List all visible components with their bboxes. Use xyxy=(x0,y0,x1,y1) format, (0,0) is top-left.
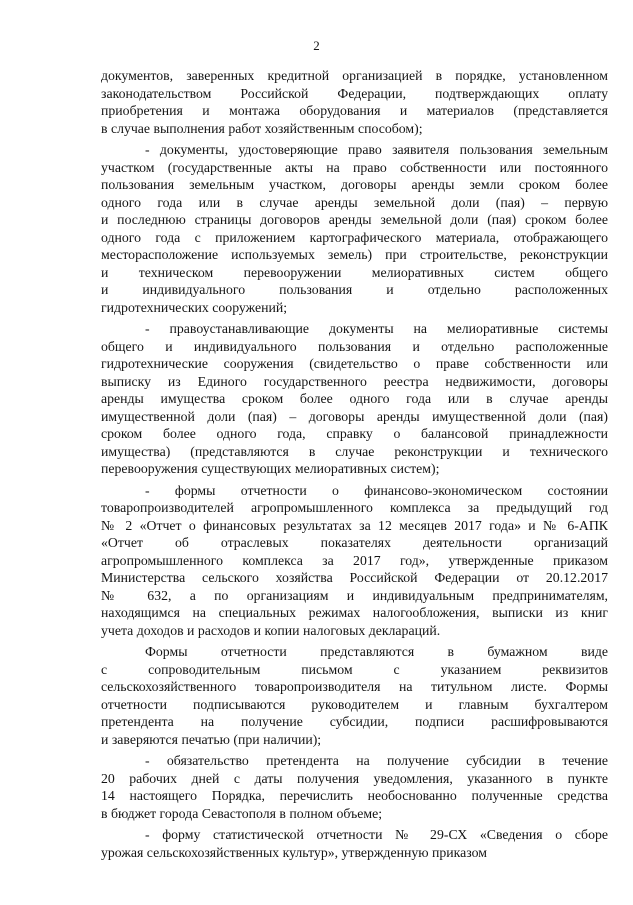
page-number: 2 xyxy=(313,38,320,53)
text-line: - правоустанавливающие документы на мелиоративные системы xyxy=(145,321,608,336)
text-line: пользования земельным участком, договоры аренды земли сроком более xyxy=(101,177,608,192)
text-line: и техническом перевооружении мелиоративных систем общего xyxy=(101,264,608,280)
text-line: в случае выполнения работ хозяйственным способом); xyxy=(101,120,423,136)
text-line: приобретения и монтажа оборудования и материалов (представляется xyxy=(101,103,608,118)
text-line: аренды имущества сроком более одного года или в случае аренды xyxy=(101,391,608,406)
text-line: в бюджет города Севастополя в полном объеме; xyxy=(101,805,383,821)
text-line: № 2 «Отчет о финансовых результатах за 12 месяцев 2017 года» и № 6-АПК xyxy=(101,517,608,533)
text-line: перевооружения существующих мелиоративных систем); xyxy=(101,461,440,476)
text-line: и последнюю страницы договоров аренды земельной доли (пая) сроком более xyxy=(101,212,608,227)
text-line: месторасположение используемых земель) при строительстве, реконструкции xyxy=(101,247,608,262)
text-line: и заверяются печатью (при наличии); xyxy=(101,731,322,747)
text-line: № 632, а по организациям и индивидуальным предпринимателям, xyxy=(101,587,608,603)
text-line: агропромышленного комплекса за 2017 год», утвержденные приказом xyxy=(101,552,608,568)
text-line: сроком более одного года, справку о балансовой принадлежности xyxy=(101,426,608,441)
text-line: выписку из Единого государственного реестра недвижимости, договоры xyxy=(101,373,608,389)
text-line: общего и индивидуального пользования и отдельно расположенные xyxy=(101,338,608,354)
text-line: товаропроизводителей агропромышленного комплекса за предыдущий год xyxy=(101,500,608,515)
text-line: - формы отчетности о финансово-экономическом состоянии xyxy=(145,482,608,498)
text-line: имущества) (представляются в случае реконструкции и технического xyxy=(101,443,608,459)
text-line: 14 настоящего Порядка, перечислить необоснованно полученные средства xyxy=(101,788,608,803)
text-line: Формы отчетности представляются в бумажном виде xyxy=(145,644,608,659)
text-line: имущественной доли (пая) – договоры аренды имущественной доли (пая) xyxy=(101,408,608,424)
text-line: Министерства сельского хозяйства Российской Федерации от 20.12.2017 xyxy=(101,570,608,585)
paragraph xyxy=(101,643,608,748)
text-line: законодательством Российской Федерации, подтверждающих оплату xyxy=(101,85,608,101)
text-line: одного года с приложением картографического материала, отображающего xyxy=(101,229,608,245)
text-line: одного года или в случае аренды земельной доли (пая) – первую xyxy=(101,194,608,210)
text-line: претендента на получение субсидии, подписи расшифровываются xyxy=(101,714,608,729)
text-line: находящимся на специальных режимах налогообложения, выписки из книг xyxy=(101,605,608,620)
text-line: гидротехнические сооружения (свидетельство о праве собственности или xyxy=(101,356,608,371)
text-line: «Отчет об отраслевых показателях деятельности организаций xyxy=(101,535,608,550)
text-line: документов, заверенных кредитной организацией в порядке, установленном xyxy=(101,68,608,83)
paragraph xyxy=(101,320,608,478)
paragraph xyxy=(101,752,608,822)
document-body xyxy=(101,67,608,861)
text-line: - форму статистической отчетности № 29-СХ «Сведения о сборе xyxy=(145,827,608,842)
text-line: урожая сельскохозяйственных культур», утвержденную приказом xyxy=(101,844,488,860)
paragraph xyxy=(101,482,608,640)
text-line: 20 рабочих дней с даты получения уведомления, указанного в пункте xyxy=(101,770,608,786)
text-line: сельскохозяйственного товаропроизводителя на титульном листе. Формы xyxy=(101,679,608,694)
text-line: и индивидуального пользования и отдельно расположенных xyxy=(101,282,608,297)
paragraph xyxy=(101,826,608,861)
text-line: отчетности подписываются руководителем и главным бухгалтером xyxy=(101,696,608,712)
text-line: с сопроводительным письмом с указанием реквизитов xyxy=(101,661,608,677)
text-line: участком (государственные акты на право собственности или постоянного xyxy=(101,159,608,175)
paragraph xyxy=(101,67,608,137)
text-line: - документы, удостоверяющие право заявителя пользования земельным xyxy=(145,142,608,157)
text-line: учета доходов и расходов и копии налоговых деклараций. xyxy=(101,622,441,638)
text-line: - обязательство претендента на получение субсидии в течение xyxy=(145,753,608,768)
paragraph xyxy=(101,141,608,316)
text-line: гидротехнических сооружений; xyxy=(101,299,288,315)
